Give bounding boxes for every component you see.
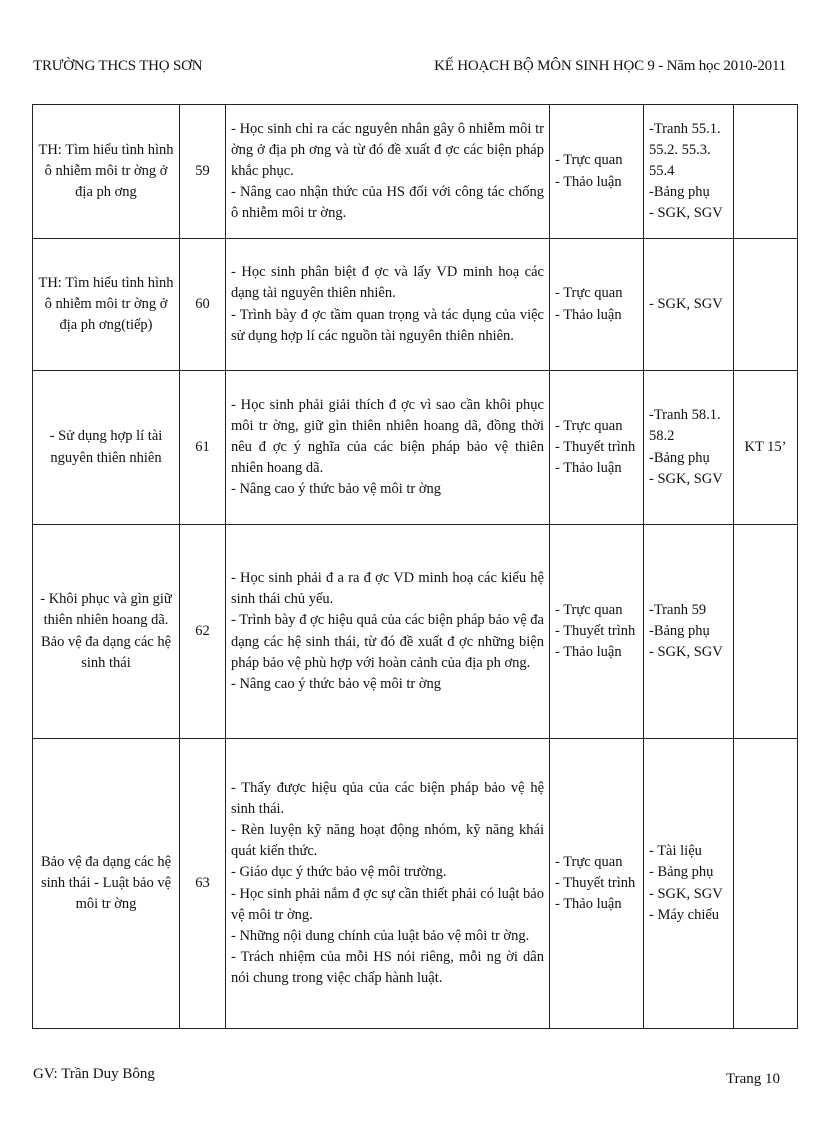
materials-cell: [644, 371, 734, 525]
method-line: - Thảo luận: [555, 460, 622, 476]
note-cell: [734, 105, 798, 239]
note-cell: [734, 239, 798, 371]
material-line: -Bảng phụ: [649, 449, 710, 466]
materials-cell: [644, 105, 734, 239]
note-cell: KT 15’: [734, 371, 798, 525]
topic-cell: Bảo vệ đa dạng các hệ sinh thái - Luật bảo vệ môi tr ờng: [33, 739, 180, 1029]
objective-line: - Trình bày đ ợc tầm quan trọng và tác dụng của việc sử dụng hợp lí các nguồn tài nguyên thiên nhiên.: [231, 306, 544, 344]
material-line: - SGK, SGV: [649, 470, 723, 487]
objectives-cell: [226, 371, 550, 525]
method-line: - Trực quan: [555, 285, 623, 302]
teacher-name: Trần Duy Bông: [61, 1066, 155, 1082]
lesson-number-cell: 63: [180, 739, 226, 1029]
table-row: [33, 739, 798, 1029]
method-line: - Trực quan: [555, 853, 623, 870]
objective-line: - Nâng cao ý thức bảo vệ môi tr ờng: [231, 675, 442, 692]
methods-cell: [550, 239, 644, 371]
methods-cell: [550, 739, 644, 1029]
lesson-number-cell: 62: [180, 525, 226, 739]
table-row: [33, 525, 798, 739]
page-number: Trang 10: [725, 1071, 780, 1087]
objective-line: - Trình bày đ ợc hiệu quả của các biện pháp bảo vệ đa dạng các hệ sinh thái, từ đó đề xuất đ ợc những biện pháp bảo vệ phù hợp với hoàn cảnh của địa ph ơng.: [231, 612, 544, 671]
objectives-cell: [226, 739, 550, 1029]
objectives-cell: [226, 105, 550, 239]
methods-cell: [550, 105, 644, 239]
lesson-number-cell: 61: [180, 371, 226, 525]
table-row: [33, 371, 798, 525]
objective-line: - Trách nhiệm của mỗi HS nói riêng, mỗi ng ời dân nói chung trong việc chấp hành luật.: [231, 948, 544, 986]
objective-line: - Học sinh phải giải thích đ ợc vì sao cần khôi phục môi tr ờng, giữ gìn thiên nhiên hoang dã, đồng thời nêu đ ợc ý nghĩa của các biện pháp bảo vệ thiên nhiên hoang dã.: [231, 396, 544, 476]
materials-cell: [644, 739, 734, 1029]
material-line: - SGK, SGV: [649, 295, 723, 312]
objective-line: - Nâng cao ý thức bảo vệ môi tr ờng: [231, 481, 442, 498]
topic-cell: - Khôi phục và gìn giữ thiên nhiên hoang dã. Bảo vệ đa dạng các hệ sinh thái: [33, 525, 180, 739]
school-name: TRƯỜNG THCS THỌ SƠN: [33, 58, 203, 74]
method-line: - Thuyết trình: [555, 622, 636, 639]
material-line: -Tranh 59: [649, 601, 707, 618]
method-line: - Thảo luận: [555, 644, 622, 660]
note-cell: [734, 739, 798, 1029]
note-cell: [734, 525, 798, 739]
material-line: -Bảng phụ: [649, 622, 710, 639]
method-line: - Thảo luận: [555, 306, 622, 323]
topic-cell: TH: Tìm hiểu tình hình ô nhiễm môi tr ờng ở địa ph ơng: [33, 105, 180, 239]
method-line: - Thuyết trình: [555, 874, 636, 891]
material-line: - Bảng phụ: [649, 864, 714, 881]
method-line: - Thuyết trình: [555, 438, 636, 455]
objective-line: - Học sinh phân biệt đ ợc và lấy VD minh hoạ các dạng tài nguyên thiên nhiên.: [231, 264, 544, 302]
method-line: - Trực quan: [555, 601, 623, 618]
table-row: [33, 239, 798, 371]
method-line: - Trực quan: [555, 152, 623, 169]
method-line: - Thảo luận: [555, 896, 622, 912]
objective-line: - Giáo dục ý thức bảo vệ môi trường.: [231, 864, 447, 881]
lesson-plan-table: [32, 104, 798, 1029]
objective-line: - Thấy được hiệu qủa của các biện pháp bảo vệ hệ sinh thái.: [231, 780, 544, 818]
method-line: - Trực quan: [555, 417, 623, 434]
lesson-number-cell: 60: [180, 239, 226, 371]
table-row: [33, 105, 798, 239]
objectives-cell: [226, 525, 550, 739]
plan-title: KẾ HOẠCH BỘ MÔN SINH HỌC 9 - Năm học 2010-2011: [434, 58, 786, 74]
material-line: - Máy chiếu: [649, 906, 720, 923]
topic-cell: TH: Tìm hiểu tình hình ô nhiễm môi tr ờng ở địa ph ơng(tiếp): [33, 239, 180, 371]
lesson-number-cell: 59: [180, 105, 226, 239]
objectives-cell: [226, 239, 550, 371]
material-line: -Tranh 58.1. 58.2: [649, 407, 721, 445]
objective-line: - Những nội dung chính của luật bảo vệ môi tr ờng.: [231, 927, 530, 944]
objective-line: - Học sinh phải đ a ra đ ợc VD minh hoạ các kiểu hệ sinh thái chủ yếu.: [231, 570, 544, 608]
material-line: -Tranh 55.1. 55.2. 55.3. 55.4: [649, 120, 721, 179]
material-line: - SGK, SGV: [649, 885, 723, 902]
topic-cell: - Sử dụng hợp lí tài nguyên thiên nhiên: [33, 371, 180, 525]
objective-line: - Học sinh phải nắm đ ợc sự cần thiết phải có luật bảo vệ môi tr ờng.: [231, 885, 544, 923]
teacher-label: GV:: [33, 1066, 58, 1082]
material-line: - Tài liệu: [649, 843, 702, 860]
objective-line: - Học sinh chỉ ra các nguyên nhân gây ô nhiễm môi tr ờng ở địa ph ơng và từ đó đề xuất đ ợc các biện pháp khắc phục.: [231, 120, 544, 179]
objective-line: - Rèn luyện kỹ năng hoạt động nhóm, kỹ năng khái quát kiến thức.: [231, 822, 544, 860]
materials-cell: [644, 525, 734, 739]
objective-line: - Nâng cao nhận thức của HS đối với công tác chống ô nhiễm môi tr ờng.: [231, 184, 544, 222]
materials-cell: [644, 239, 734, 371]
material-line: -Bảng phụ: [649, 184, 710, 200]
material-line: - SGK, SGV: [649, 205, 723, 222]
method-line: - Thảo luận: [555, 173, 622, 190]
material-line: - SGK, SGV: [649, 644, 723, 660]
methods-cell: [550, 525, 644, 739]
methods-cell: [550, 371, 644, 525]
teacher-signature: [33, 1066, 155, 1083]
